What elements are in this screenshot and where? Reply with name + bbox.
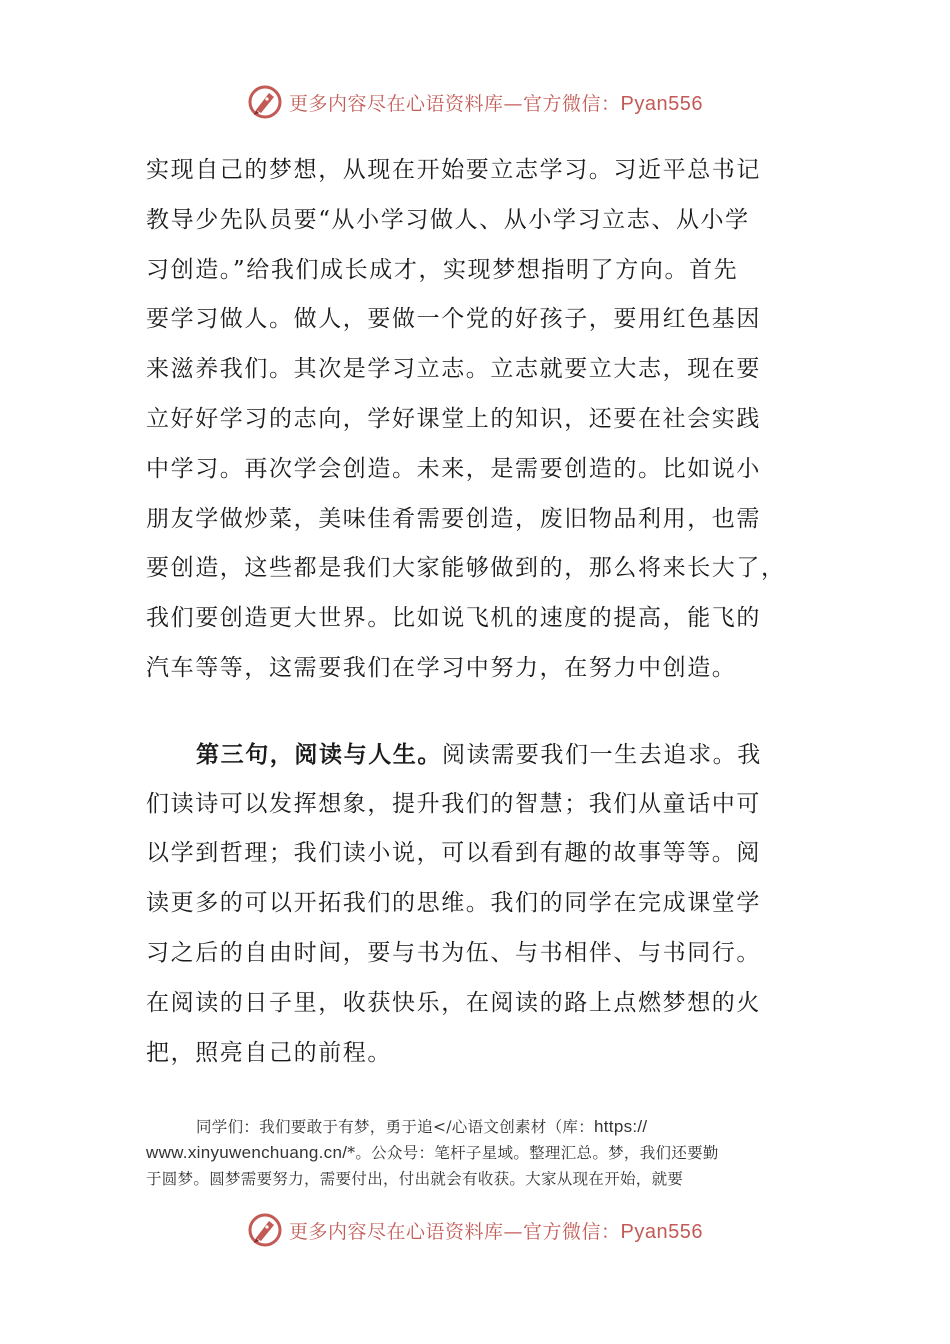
text-line: 习创造。”给我们成长成才，实现梦想指明了方向。首先 [146, 256, 739, 283]
footnote-text: *。公众号：笔杆子星域。整理汇总。梦，我们还要勤 [347, 1144, 719, 1162]
footnote [146, 1114, 811, 1192]
section-heading: 第三句，阅读与人生。 [196, 740, 442, 768]
text-line: 把，照亮自己的前程。 [146, 1039, 392, 1066]
text-line: 以学到哲理；我们读小说，可以看到有趣的故事等等。阅 [146, 840, 761, 867]
text-line: 要学习做人。做人，要做一个党的好孩子，要用红色基因 [146, 306, 761, 333]
document-body [146, 146, 806, 1078]
footnote-url-part: https:// [594, 1117, 648, 1136]
footnote-text: 同学们：我们要敢于有梦，勇于追</心语文创素材（库： [196, 1118, 595, 1136]
footnote-line [146, 1114, 811, 1140]
text-line: 要创造，这些都是我们大家能够做到的，那么将来长大了， [146, 555, 786, 582]
footer-banner [0, 1210, 950, 1250]
text-line: 在阅读的日子里，收获快乐，在阅读的路上点燃梦想的火 [146, 989, 761, 1016]
pen-nib-circle-icon [247, 1212, 283, 1248]
text-line: 教导少先队员要“从小学习做人、从小学习立志、从小学 [146, 206, 750, 233]
text-line: 我们要创造更大世界。比如说飞机的速度的提高，能飞的 [146, 605, 761, 632]
banner-text [289, 1217, 703, 1244]
banner-main: 更多内容尽在心语资料库—官方微信： [289, 1220, 621, 1243]
footnote-url-part: www.xinyuwenchuang.cn/ [146, 1143, 348, 1162]
header-banner [0, 82, 950, 122]
pen-nib-circle-icon [247, 84, 283, 120]
banner-wechat-id: Pyan556 [620, 1220, 703, 1243]
text-line: 来滋养我们。其次是学习立志。立志就要立大志，现在要 [146, 356, 761, 383]
text-line: 习之后的自由时间，要与书为伍、与书相伴、与书同行。 [146, 939, 761, 966]
text-line: 读更多的可以开拓我们的思维。我们的同学在完成课堂学 [146, 890, 761, 917]
paragraph-spacer [146, 694, 806, 730]
text-line: 立好好学习的志向，学好课堂上的知识，还要在社会实践 [146, 405, 761, 432]
text-span: 阅读需要我们一生去追求。我 [442, 741, 762, 768]
text-line-first [146, 730, 806, 780]
text-line: 实现自己的梦想，从现在开始要立志学习。习近平总书记 [146, 157, 761, 183]
footnote-line [146, 1140, 811, 1166]
paragraph-reading [146, 730, 806, 1079]
text-line: 朋友学做炒菜，美味佳肴需要创造，废旧物品利用，也需 [146, 505, 761, 532]
banner-main: 更多内容尽在心语资料库—官方微信： [289, 92, 621, 115]
banner-wechat-id: Pyan556 [620, 92, 703, 115]
text-line: 们读诗可以发挥想象，提升我们的智慧；我们从童话中可 [146, 790, 761, 817]
footnote-line: 于圆梦。圆梦需要努力，需要付出，付出就会有收获。大家从现在开始，就要 [146, 1170, 684, 1188]
text-line: 中学习。再次学会创造。未来，是需要创造的。比如说小 [146, 455, 761, 482]
banner-text [289, 89, 703, 116]
paragraph-dreams [146, 146, 806, 694]
text-line: 汽车等等，这需要我们在学习中努力，在努力中创造。 [146, 654, 737, 681]
